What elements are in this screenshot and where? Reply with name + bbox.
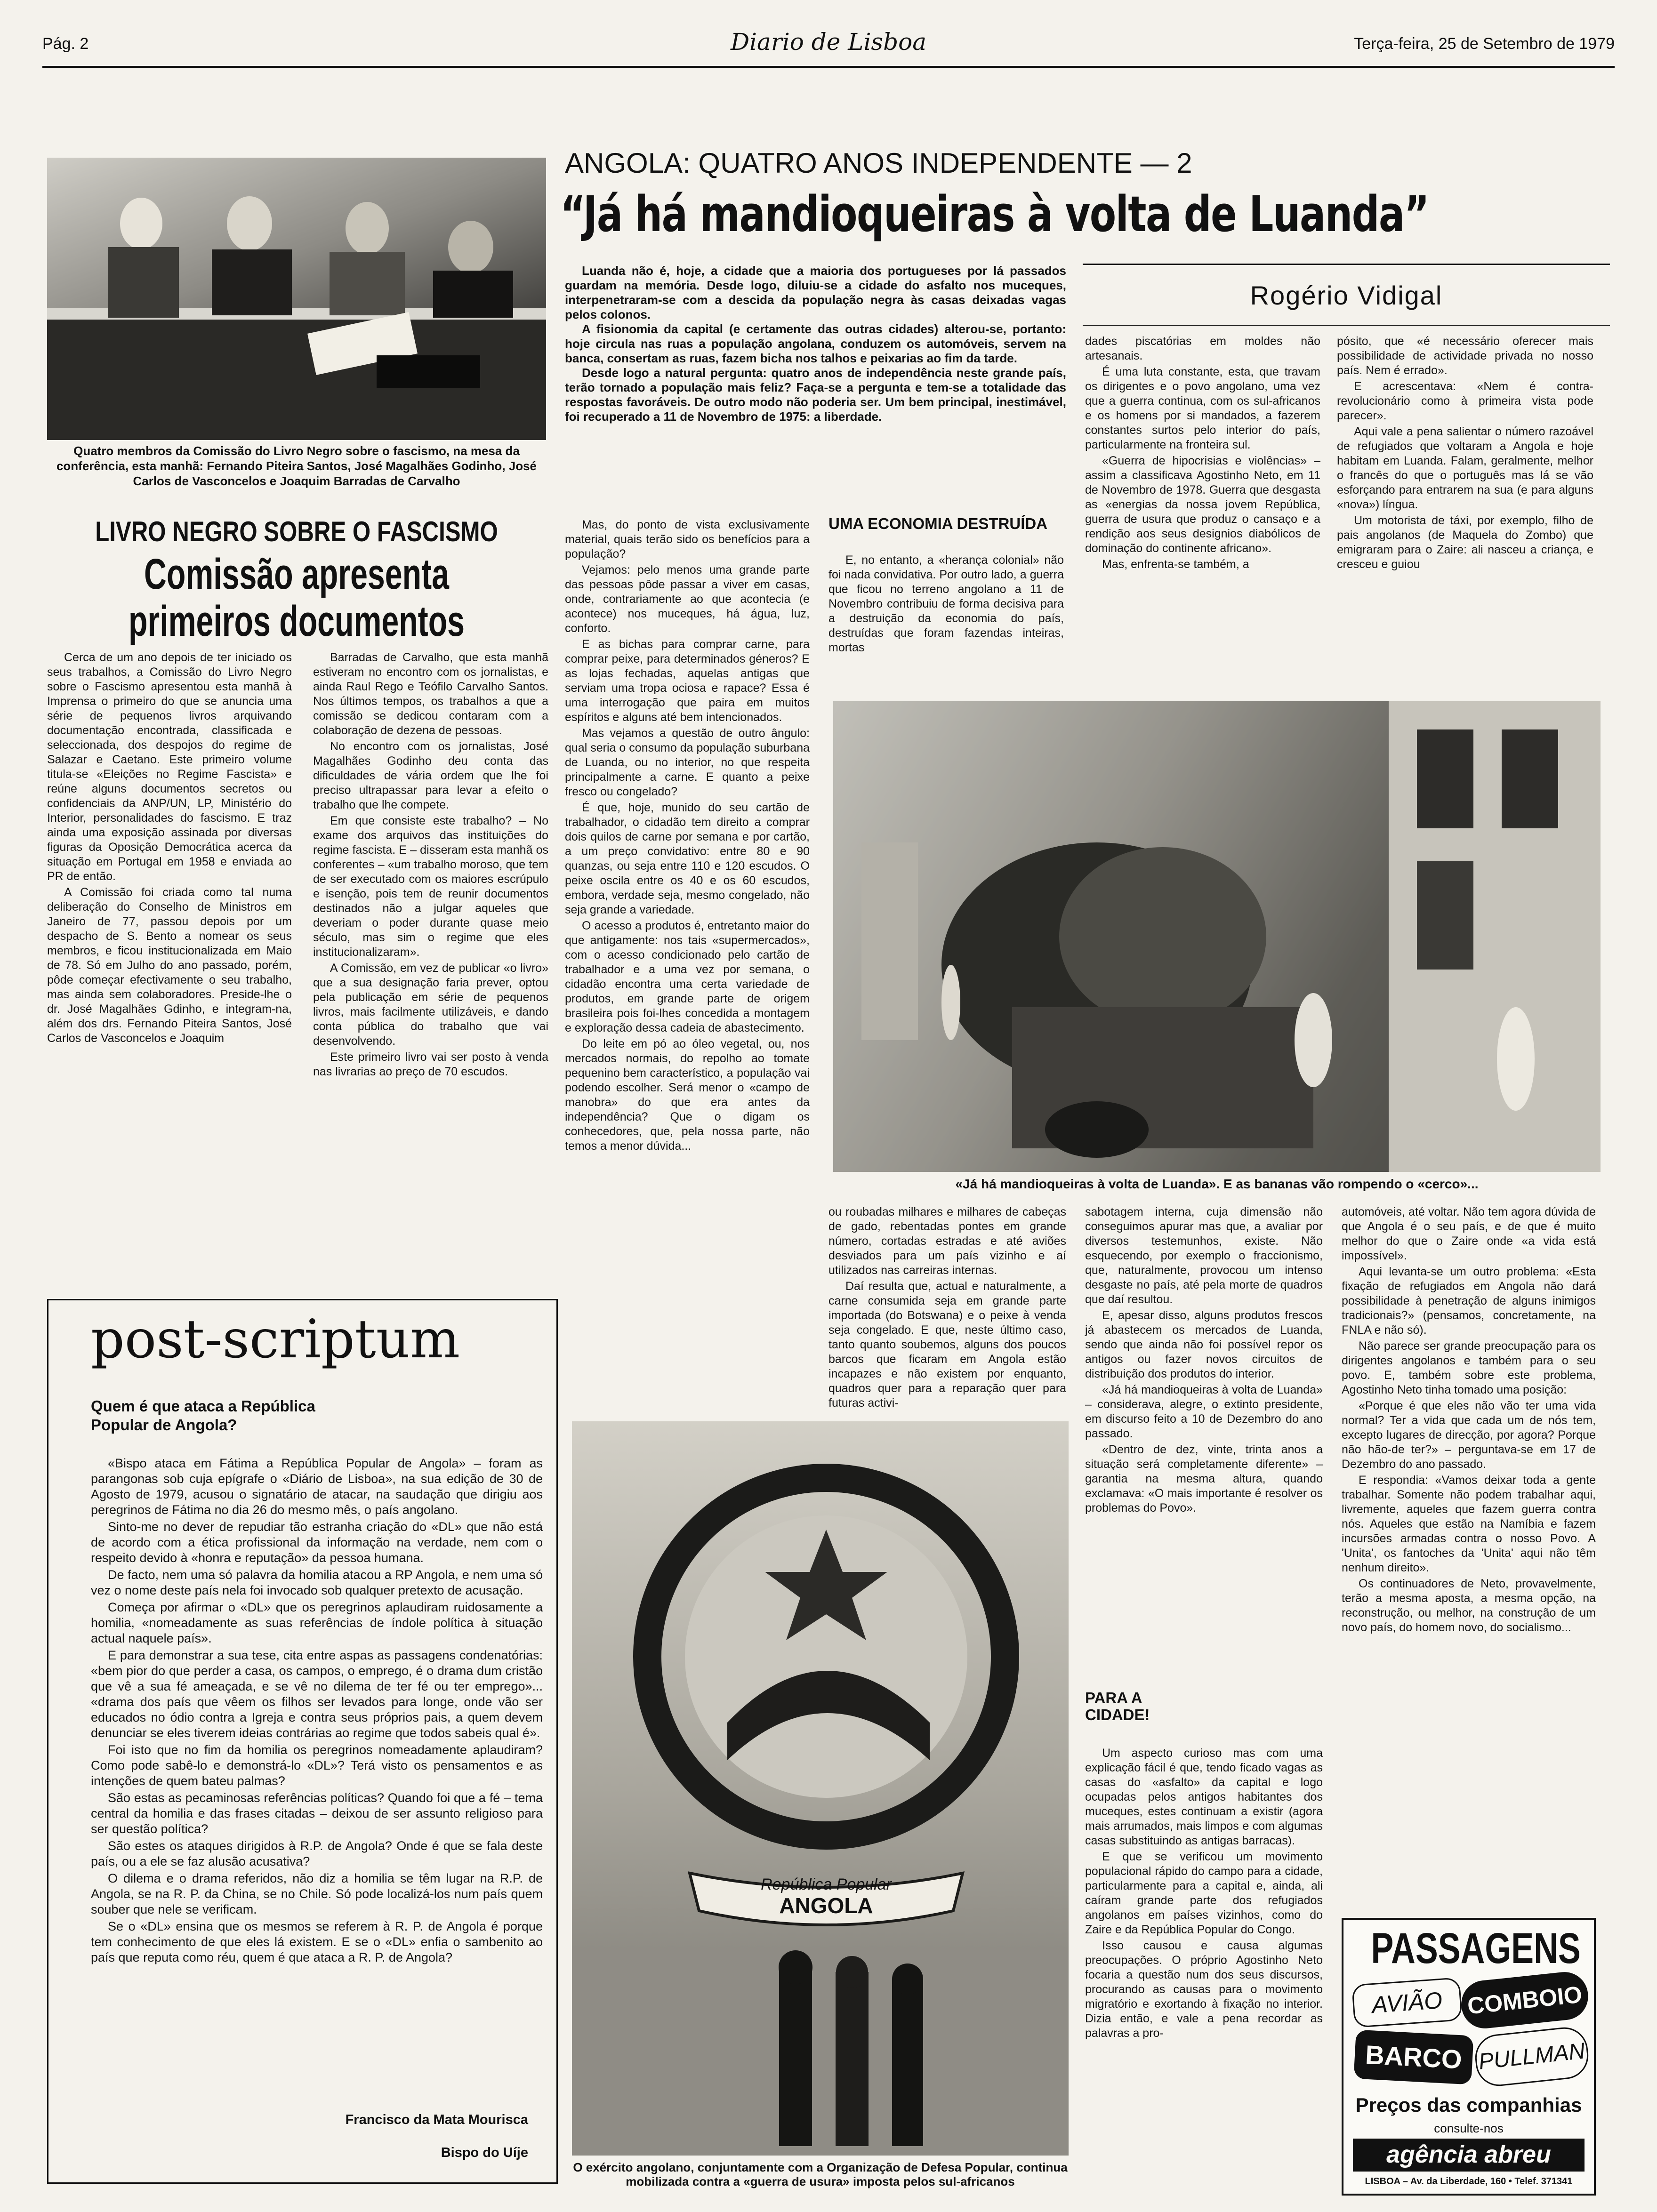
paragraph: Não parece ser grande preocupação para os dirigentes angolanos e também para o seu povo. E, também sobre este problema, Agostinho Neto tinha tomado uma posição:: [1342, 1339, 1596, 1396]
paragraph: Um aspecto curioso mas com uma explicação fácil é que, tendo ficado vagas as casas do «asfalto» da capital e logo ocupadas pelos antigos habitantes dos muceques, estes continuam a existir (agora mais arrumados, mais limpos e com algumas casas substituindo as antigas barracas).: [1085, 1747, 1323, 1847]
paragraph: Aqui levanta-se um outro problema: «Esta fixação de refugiados em Angola não dará possibilidade à penetração de alguns inimigos tradicionais?» (pensamos, concretamente, na FNLA e não só).: [1342, 1265, 1596, 1337]
conference-photo-caption: Quatro membros da Comissão do Livro Negro sobre o fascismo, na mesa da conferência, esta manhã: Fernando Piteira Santos, José Magalhães Godinho, José Carlos de Vasconcelos e Joaquim Barradas de Carvalho: [56, 444, 537, 488]
masthead: [42, 24, 1615, 71]
conference-photo-illustration: [47, 158, 546, 440]
paragraph: Mas, enfrenta-se também, a: [1102, 558, 1249, 571]
ad-address: LISBOA – Av. da Liberdade, 160 • Telef. 371341: [1365, 2176, 1573, 2187]
ad-item-pullman: PULLMAN: [1473, 2025, 1591, 2088]
passagens-ad: [1342, 1918, 1596, 2196]
emblem-text-angola: ANGOLA: [779, 1893, 873, 1918]
post-scriptum-body: [91, 1456, 543, 2068]
angola-kicker: ANGOLA: QUATRO ANOS INDEPENDENTE — 2: [565, 147, 1192, 179]
newspaper-name: Diario de Lisboa: [730, 28, 927, 56]
ad-item-comboio: COMBOIO: [1459, 1970, 1590, 2031]
paragraph: Isso causou e causa algumas preocupações. O próprio Agostinho Neto focaria a questão num dos seus discursos, procurando as causas para o movimento migratório e exortando à fixação no interior. Dizia então, e vale a pena recordar as palavras a pro-: [1085, 1939, 1323, 2040]
paragraph: Sinto-me no dever de repudiar tão estranha criação do «DL» que não está de acordo com a ética profissional da informação na verdade, nem com o respeito devido à «honra e reputação» da pessoa humana.: [91, 1520, 543, 1565]
paragraph: dades piscatórias em moldes não artesanais.: [1085, 335, 1320, 362]
paragraph: «Guerra de hipocrisias e violências» – assim a classificava Agostinho Neto, em 11 de Novembro de 1978. Guerra que desgasta as «energias da nossa jovem República, guerra de usura que produz o cansaço e a rendição aos seus designios diabólicos de dominação do continente africano».: [1085, 454, 1320, 555]
angola-col-b: [828, 553, 1064, 694]
angola-col-a: [565, 518, 810, 1384]
paragraph: E respondia: «Vamos deixar toda a gente trabalhar. Somente não podem trabalhar aqui, livremente, aqueles que fazem guerra contra nós. Aqueles que estão na Namíbia e fazem incursões armadas contra o nosso Povo. A 'Unita', os fantoches da 'Unita' aqui não têm nenhum direito».: [1342, 1474, 1596, 1574]
paragraph: «Dentro de dez, vinte, trinta anos a situação será completamente diferente» – garantia na mesma altura, quando exclamava: «O mais importante é resolver os problemas do Povo».: [1085, 1443, 1323, 1515]
paragraph: Mas vejamos a questão de outro ângulo: qual seria o consumo da população suburbana de Luanda, ou no interior, no que respeita principalmente a carne. E quanto a peixe fresco ou congelado?: [565, 727, 810, 798]
emblem-photo-caption: O exército angolano, conjuntamente com a Organização de Defesa Popular, continua mobilizada contra a «guerra de usura» imposta pelos sul-africanos: [573, 2160, 1068, 2188]
paragraph: São estes os ataques dirigidos à R.P. de Angola? Onde é que se fala deste país, ou a ele se faz alusão acusativa?: [91, 1839, 543, 1868]
bananas-photo-illustration: [833, 701, 1601, 1172]
paragraph: Se o «DL» ensina que os mesmos se referem à R. P. de Angola é porque tem conhecimento de que eles lá existem. E se o «DL» enfia o sambenito ao país que reputa como réu, quem é que ataca a R. P. de Angola?: [91, 1919, 543, 1964]
paragraph: Um motorista de táxi, por exemplo, filho de pais angolanos (de Maquela do Zombo) que emigraram para o Zaire: ali nasceu a criança, e cresceu e guiou: [1337, 514, 1593, 571]
paragraph: pósito, que «é necessário oferecer mais possibilidade de actividade privada no nosso país. Nem é errado».: [1337, 335, 1593, 377]
paragraph: De facto, nem uma só palavra da homilia atacou a RP Angola, e nem uma só vez o nome deste país nela foi invocado sob qualquer pretexto de acusação.: [91, 1568, 543, 1597]
paragraph: Foi isto que no fim da homilia os peregrinos nomeadamente aplaudiram? Como pode sabê-lo e demonstrá-lo «DL»? Terá visto os pensamentos e as intenções de quem bateu palmas?: [91, 1743, 543, 1788]
paragraph: E as bichas para comprar carne, para comprar peixe, para determinados géneros? E as lojas fechadas, aquelas antigas que serviam uma tropa ociosa e rapace? Essa é uma interrogação que paira em muitos espíritos e alguns até bem intencionados.: [565, 638, 810, 724]
livro-negro-col-2: [313, 650, 548, 1272]
paragraph: sabotagem interna, cuja dimensão não conseguimos apurar mas que, a avaliar por diversos testemunhos, existe. Não esquecendo, por exemplo o fraccionismo, que, naturalmente, provocou um intenso desgaste no país, até pela morte de quadros que daí resultou.: [1085, 1205, 1323, 1306]
ad-agency: agência abreu: [1353, 2139, 1585, 2172]
angola-col-c: [1085, 334, 1320, 692]
ad-item-aviao: AVIÃO: [1351, 1977, 1463, 2028]
paragraph: Cerca de um ano depois de ter iniciado os seus trabalhos, a Comissão do Livro Negro sobre o Fascismo apresentou esta manhã à Imprensa o primeiro do que se anuncia uma série de pequenos livros arquivando documentação encontrada, classificada e seleccionada, dos despojos do regime de Salazar e Caetano. Este primeiro volume titula-se «Eleições no Regime Fascista» e reúne alguns documentos secretos ou confidenciais da ANP/UN, LP, Ministério do Interior, personalidades do fascismo. E traz ainda uma exposição assinada por diversas figuras da Oposição Democrática acerca da situação em Portugal em 1958 e enviada ao PR de então.: [47, 651, 292, 883]
paragraph: Daí resulta que, actual e naturalmente, a carne consumida seja em grande parte importada (do Botswana) e o peixe à venda seja congelado. E que, neste último caso, tanto quanto soubemos, alguns dos poucos barcos que ficaram em Angola estão incapazes e não existem por enquanto, quadros quer para a reparação quer para futuras activi-: [828, 1280, 1066, 1410]
livro-negro-headline-1: Comissão apresenta: [144, 550, 449, 598]
paragraph: «Porque é que eles não vão ter uma vida normal? Ter a vida que cada um de nós tem, excepto lugares de direcção, por agora? Porque não hão-de ter?» – perguntava-se em 17 de Dezembro do ano passado.: [1342, 1399, 1596, 1471]
paragraph: O acesso a produtos é, entretanto maior do que antigamente: nos tais «supermercados», com o acesso condicionado pelo cartão de trabalhador e a uma vez por semana, o cidadão encontra uma certa variedade de produtos, em grande parte de origem brasileira pois foi-lhes concedida a montagem e exploração dessa cadeia de abastecimento.: [565, 919, 810, 1034]
paragraph: Mas, do ponto de vista exclusivamente material, quais terão sido os benefícios para a população?: [565, 518, 810, 561]
paragraph: Aqui vale a pena salientar o número razoável de refugiados que voltaram a Angola e hoje habitam em Luanda. Falam, geralmente, melhor o francês do que o português mas lá se vão esforçando para entrarem na sua (e para alguns «nova») língua.: [1337, 425, 1593, 511]
livro-negro-kicker: LIVRO NEGRO SOBRE O FASCISMO: [95, 516, 498, 547]
paragraph: É que, hoje, munido do seu cartão de trabalhador, o cidadão tem direito a comprar dois quilos de carne por semana e por cartão, a um preço convidativo: entre 80 e 90 quanzas, ou seja entre 110 e 120 escudos. O peixe oscila entre os 40 e os 60 escudos, embora, verdade seja, mesmo congelado, não seja grande a variedade.: [565, 801, 810, 916]
paragraph: E para demonstrar a sua tese, cita entre aspas as passagens condenatórias: «bem pior do que perder a casa, os campos, o emprego, é o drama dum cristão que vê a sua fé ameaçada, e se vê no dilema de ter fé ou ter emprego»... «drama dos país que vêem os filhos ser levados para longe, onde vão ser educados no ódio contra a Igreja e contra seus próprios pais, a quem devem denunciar se eles tiverem ideias contrárias ao regime que todos sabeis qual é».: [91, 1648, 543, 1740]
page-number: Pág. 2: [42, 35, 89, 53]
paragraph: «Já há mandioqueiras à volta de Luanda» – considerava, alegre, o extinto presidente, em discurso feito a 10 de Dezembro do ano passado.: [1085, 1383, 1323, 1440]
bananas-photo: [833, 701, 1601, 1172]
post-scriptum-title: post-scriptum: [91, 1309, 460, 1370]
masthead-rule: [42, 66, 1615, 68]
paragraph: automóveis, até voltar. Não tem agora dúvida de que Angola é o seu país, e de que é muito melhor do que o Zaire onde «a vida está impossível».: [1342, 1205, 1596, 1262]
paragraph: Em que consiste este trabalho? – No exame dos arquivos das instituições do regime fascista. E – disseram esta manhã os conferentes – «um trabalho moroso, que tem de ser executado com os maiores escrúpulo e isenção, pois tem de reunir documentos destinados não a julgar aqueles que deveriam o poder durante quase meio século, mas sim o regime que eles institucionalizaram».: [313, 814, 548, 959]
issue-date: Terça-feira, 25 de Setembro de 1979: [1354, 35, 1615, 53]
ad-title: PASSAGENS: [1371, 1924, 1581, 1972]
paragraph: ou roubadas milhares e milhares de cabeças de gado, rebentadas pontes em grande número, cortadas estradas e até aviões desviados para um país vizinho e aí utilizados nas carreiras internas.: [828, 1205, 1066, 1277]
livro-negro-col-1: [47, 650, 292, 1272]
paragraph: É uma luta constante, esta, que travam os dirigentes e o povo angolano, uma vez que a guerra continua, com os sul-africanos e os homens por si mandados, a fazerem constantes surtos pelo interior do país, particularmente na fronteira sul.: [1085, 365, 1320, 451]
byline-rule: [1083, 264, 1610, 265]
byline-rule-bottom: [1083, 325, 1610, 326]
paragraph: Barradas de Carvalho, que esta manhã estiveram no encontro com os jornalistas, e ainda Raul Rego e Teófilo Carvalho Santos. Nos últimos tempos, os trabalhos a que a comissão se dedicou contaram com a colaboração de dezena de pessoas.: [313, 651, 548, 737]
ad-item-barco: BARCO: [1353, 2030, 1473, 2085]
paragraph: A Comissão foi criada como tal numa deliberação do Conselho de Ministros em Janeiro de 77, passou depois por um despacho de S. Bento a nomear os seus membros, e ficou institucionalizada em Maio de 78. Só em Julho do ano passado, porém, pôde começar efectivamente o seu trabalho, mas ainda sem colaboradores. Preside-lhe o dr. José Magalhães Gdinho, e integram-na, além dos drs. Fernando Piteira Santos, José Carlos de Vasconcelos e Joaquim: [47, 886, 292, 1045]
byline: Rogério Vidigal: [1250, 281, 1443, 310]
livro-negro-headline-2: primeiros documentos: [128, 597, 465, 645]
paragraph: Os continuadores de Neto, provavelmente, terão a mesma aposta, a mesma opção, na reconstrução, ou melhor, na construção de um novo país, do homem novo, do socialismo...: [1342, 1577, 1596, 1634]
angola-col-d: [1337, 334, 1593, 692]
post-scriptum-box: [47, 1299, 558, 2184]
emblem-photo: [572, 1421, 1069, 2156]
paragraph: A Comissão, em vez de publicar «o livro» que a sua designação faria prever, optou pela publicação em série de pequenos livros, mais facilmente utilizáveis, e dando conta pública do trabalho que vai desenvolvendo.: [313, 962, 548, 1048]
angola-col-f: [1085, 1205, 1323, 1657]
post-scriptum-signature: Francisco da Mata Mourisca: [345, 2112, 528, 2127]
paragraph: E que se verificou um movimento populacional rápido do campo para a cidade, particularmente para a capital e, ainda, ali caíram grande parte dos refugiados angolanos em países vizinhos, como do Zaire e da República Popular do Congo.: [1085, 1850, 1323, 1936]
paragraph: «Bispo ataca em Fátima a República Popular de Angola» – foram as parangonas sob cuja epígrafe o «Diário de Lisboa», na sua edição de 30 de Agosto de 1979, acusou o signatário de atacar, na saudação que dirigiu aos peregrinos de Fátima no dia 26 do mesmo mês, o país angolano.: [91, 1456, 543, 1517]
paragraph: No encontro com os jornalistas, José Magalhães Godinho deu conta das dificuldades de vária ordem que lhe foi preciso ultrapassar para levar a efeito o trabalho que lhe compete.: [313, 740, 548, 811]
paragraph: E, no entanto, a «herança colonial» não foi nada convidativa. Por outro lado, a guerra que ficou no terreno angolano a 11 de Novembro contribuiu de forma decisiva para a destruição da economia do país, destruídas que foram fazendas inteiras, mortas: [828, 553, 1064, 654]
paragraph: Este primeiro livro vai ser posto à venda nas livrarias ao preço de 70 escudos.: [313, 1050, 548, 1078]
paragraph: Do leite em pó ao óleo vegetal, ou, nos mercados normais, do repolho ao tomate pequenino bem característico, a população vai podendo escolher. Será menor o «campo de manobra» do que era antes da independência? Que o digam os conhecedores, que, pela nossa parte, não temos a menor dúvida...: [565, 1037, 810, 1153]
paragraph: Começa por afirmar o «DL» que os peregrinos aplaudiram ruidosamente a homilia, «nomeadamente as suas referências de índole política à situação actual naquele país».: [91, 1600, 543, 1645]
bananas-photo-caption: «Já há mandioqueiras à volta de Luanda». E as bananas vão rompendo o «cerco»...: [955, 1177, 1479, 1191]
ad-tagline: Preços das companhias: [1355, 2094, 1582, 2116]
angola-col-f2: [1085, 1746, 1323, 2193]
angola-col-g: [1342, 1205, 1596, 1901]
paragraph: Desde logo a natural pergunta: quatro anos de independência neste grande país, terão tornado a população mais feliz? Faça-se a pergunta e tem-se a totalidade das respostas favoráveis. De outro modo não poderia ser. Um bem principal, inestimável, foi recuperado a 11 de Novembro de 1975: a liberdade.: [565, 366, 1066, 424]
ad-consulte: consulte-nos: [1434, 2121, 1504, 2135]
angola-emblem-illustration: [572, 1421, 1069, 2156]
post-scriptum-heading: Quem é que ataca a República Popular de Angola?: [91, 1397, 315, 1434]
economia-subheading: UMA ECONOMIA DESTRUÍDA: [828, 515, 1048, 532]
paragraph: E, apesar disso, alguns produtos frescos já abastecem os mercados de Luanda, sendo que ainda não foi possível repor os antigos ou fazer novos circuitos de distribuição dos produtos do interior.: [1085, 1309, 1323, 1380]
emblem-text-republica: República Popular: [761, 1875, 892, 1893]
paragraph: Vejamos: pelo menos uma grande parte das pessoas pôde passar a viver em casas, onde, contrariamente ao que acontecia (e acontece) nos muceques, há água, luz, conforto.: [565, 563, 810, 635]
paragraph: Luanda não é, hoje, a cidade que a maioria dos portugueses por lá passados guardam na memória. Desde logo, diluiu-se a cidade do asfalto nos muceques, interpenetraram-se com a descida da população negra às casas deixadas vagas pelos colonos.: [565, 264, 1066, 321]
angola-lead: [565, 264, 1066, 518]
angola-headline: “Já há mandioqueiras à volta de Luanda”: [560, 185, 1429, 243]
paragraph: São estas as pecaminosas referências políticas? Quando foi que a fé – tema central da homilia e das frases citadas – deixou de ser assunto religioso para ser questão política?: [91, 1791, 543, 1836]
para-a-cidade-subheading: PARA A CIDADE!: [1085, 1689, 1150, 1723]
angola-col-e: [828, 1205, 1066, 1410]
post-scriptum-signature-title: Bispo do Uíje: [441, 2145, 528, 2160]
paragraph: E acrescentava: «Nem é contra-revolucionário como à primeira vista pode parecer».: [1337, 380, 1593, 422]
paragraph: A fisionomia da capital (e certamente das outras cidades) alterou-se, portanto: hoje circula nas ruas a população angolana, conduzem os automóveis, servem na banca, consertam as ruas, fazem bicha nos talhos e peixarias ao fim da tarde.: [565, 322, 1066, 365]
paragraph: O dilema e o drama referidos, não diz a homilia se têm lugar na R.P. de Angola, se na R. P. da China, se no Chile. Só pode localizá-los num país quem souber que nele se verificam.: [91, 1871, 543, 1916]
conference-photo: [47, 158, 546, 440]
